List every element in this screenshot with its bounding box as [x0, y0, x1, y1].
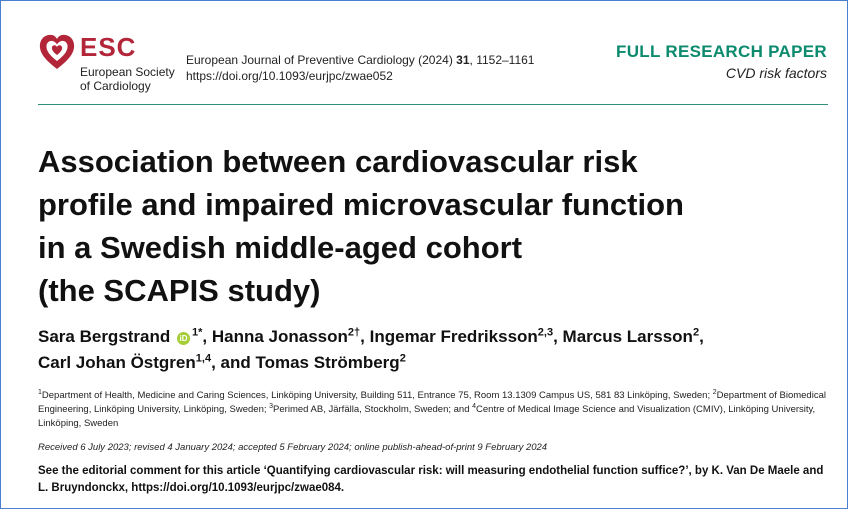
author-name: Marcus Larsson: [562, 327, 693, 346]
society-name: European Society of Cardiology: [80, 65, 175, 93]
orcid-icon[interactable]: iD: [177, 332, 190, 345]
doi-link[interactable]: https://doi.org/10.1093/eurjpc/zwae052: [186, 69, 393, 83]
author-name: Carl Johan Östgren: [38, 353, 196, 372]
esc-logo: [38, 32, 188, 94]
header-divider: [38, 104, 828, 105]
author-list: Sara Bergstrand $iD^{1*}$, Hanna Jonasson$^{2\dagger}$, Ingemar Fredriksson$^{2,3}$, Marcus Larsson$^2$, Carl Johan Östgren$^{1,4}$, and Tomas Strömberg$^2$: [38, 326, 704, 372]
article-type: FULL RESEARCH PAPER: [616, 42, 827, 61]
article-dates: Received 6 July 2023; revised 4 January 2024; accepted 5 February 2024; online publish-ahead-of-print 9 February 2024: [38, 442, 548, 453]
author-name: Tomas Strömberg: [255, 353, 400, 372]
article-title: Association between cardiovascular risk profile and impaired microvascular function in a Swedish middle-aged cohort (the SCAPIS study): [38, 144, 684, 308]
affiliations: $^1$Department of Health, Medicine and Caring Sciences, Linköping University, Building 511, Entrance 75, Room 13.1309 Campus US, 581 83 Linköping, Sweden; $^2$Department of Biomedical Engineering, Linköping University, Linköping, Sweden; $^3$Perimed AB, Järfälla, Stockholm, Sweden; and $^4$Centre of Medical Image Science and Visualization (CMIV), Linköping University, Linköping, Sweden: [38, 388, 826, 429]
editorial-note: See the editorial comment for this article ‘Quantifying cardiovascular risk: will measuring endothelial function suffice?’, by K. Van De Maele and L. Bruyndonckx, https://doi.org/10.1093/eurjpc/zwae084.: [38, 465, 824, 494]
article-type-block: [616, 42, 827, 81]
author-name: Sara Bergstrand: [38, 327, 171, 346]
author-name: Ingemar Fredriksson: [369, 327, 538, 346]
author-name: Hanna Jonasson: [211, 327, 348, 346]
heart-logo-icon: [38, 32, 76, 72]
logo-text: ESC: [80, 32, 137, 62]
article-topic: CVD risk factors: [725, 65, 827, 81]
journal-citation: European Journal of Preventive Cardiology (2024) 31, 1152–1161 https://doi.org/10.1093/eurjpc/zwae052: [186, 53, 535, 83]
